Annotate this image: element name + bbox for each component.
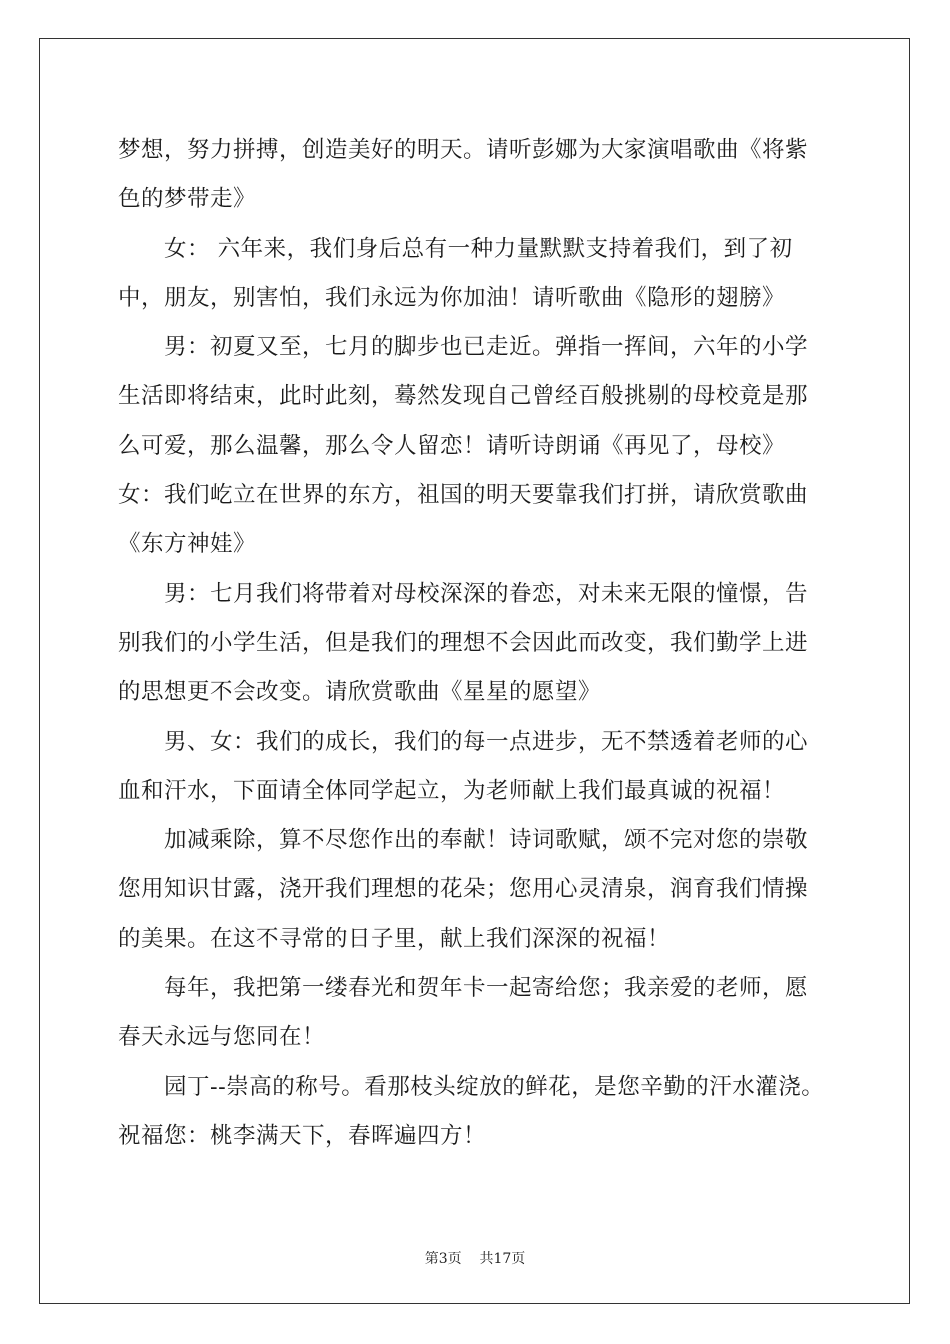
text-line: 您用知识甘露，浇开我们理想的花朵；您用心灵清泉，润育我们情操 [118,876,809,903]
text-line: 男：初夏又至，七月的脚步也已走近。弹指一挥间，六年的小学 [164,334,809,361]
document-body [118,126,840,1161]
text-line: 女：我们屹立在世界的东方，祖国的明天要靠我们打拼，请欣赏歌曲 [118,482,809,509]
page-total: 共17页 [479,1251,526,1267]
text-line: 的美果。在这不寻常的日子里，献上我们深深的祝福！ [118,925,671,952]
text-line: 梦想，努力拼搏，创造美好的明天。请听彭娜为大家演唱歌曲《将紫 [118,137,809,163]
text-line: 园丁--崇高的称号。看那枝头绽放的鲜花，是您辛勤的汗水灌浇。 [164,1073,825,1100]
text-line: 生活即将结束，此时此刻，蓦然发现自己曾经百般挑剔的母校竟是那 [118,383,809,410]
page-footer [0,1248,950,1268]
text-line: 加减乘除，算不尽您作出的奉献！诗词歌赋，颂不完对您的崇敬 [164,827,809,854]
text-line: 《东方神娃》 [118,531,257,558]
text-line: 女： 六年来，我们身后总有一种力量默默支持着我们，到了初 [164,235,793,262]
text-line: 么可爱，那么温馨，那么令人留恋！请听诗朗诵《再见了，母校》 [118,432,786,459]
text-line: 每年，我把第一缕春光和贺年卡一起寄给您；我亲爱的老师，愿 [164,975,809,1002]
text-line: 别我们的小学生活，但是我们的理想不会因此而改变，我们勤学上进 [118,629,809,656]
text-line: 春天永远与您同在！ [118,1024,326,1051]
text-line: 中，朋友，别害怕，我们永远为你加油！请听歌曲《隐形的翅膀》 [118,284,786,311]
text-line: 祝福您：桃李满天下，春晖遍四方！ [118,1122,487,1149]
text-line: 的思想更不会改变。请欣赏歌曲《星星的愿望》 [118,679,602,706]
text-line: 男、女：我们的成长，我们的每一点进步，无不禁透着老师的心 [164,728,809,755]
text-line: 血和汗水，下面请全体同学起立，为老师献上我们最真诚的祝福！ [118,777,786,804]
text-line: 男：七月我们将带着对母校深深的眷恋，对未来无限的憧憬，告 [164,580,809,607]
text-line: 色的梦带走》 [118,186,257,213]
page-number: 第3页 [424,1251,462,1267]
